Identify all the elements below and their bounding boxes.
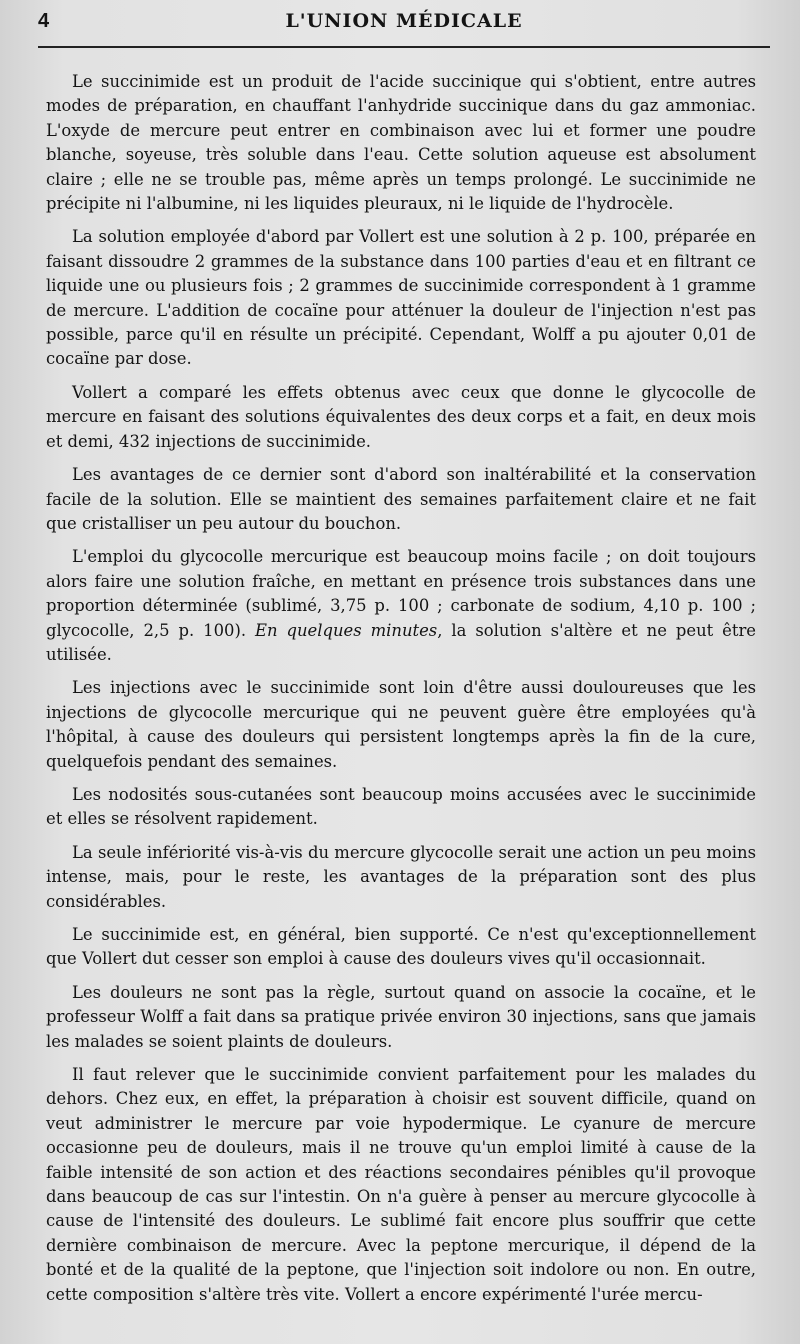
paragraph-1: Le succinimide est un produit de l'acide succinique qui s'obtient, entre autres modes de préparation, en chauffant l'anhydride succinique dans du gaz ammoniac. L'oxyde de mercure peut entrer en combinaison avec lui et former une poudre blanche, soyeuse, très soluble dans l'eau. Cette solution aqueuse est absolument claire ; elle ne se trouble pas, même après un temps prolongé. Le succinimide ne précipite ni l'albumine, ni les liquides pleuraux, ni le liquide de l'hydrocèle. (46, 72, 756, 214)
paragraph-5-end: , la solution s'altère et ne peut être utilisée. (46, 620, 756, 664)
article-body (46, 70, 756, 1307)
page-header (38, 10, 770, 48)
paragraph-9: Le succinimide est, en général, bien supporté. Ce n'est qu'exceptionnellement que Vollert dut cesser son emploi à cause des douleurs vives qu'il occasionnait. (46, 925, 756, 969)
paragraph-3: Vollert a comparé les effets obtenus avec ceux que donne le glycocolle de mercure en faisant des solutions équivalentes des deux corps et a fait, en deux mois et demi, 432 injections de succinimide. (46, 382, 756, 451)
running-title: L'UNION MÉDICALE (285, 10, 523, 32)
paragraph-7: Les nodosités sous-cutanées sont beaucoup moins accusées avec le succinimide et elles se résolvent rapidement. (46, 784, 756, 829)
paragraph-5 (46, 545, 756, 667)
paragraph-5-italic: En quelques minutes (255, 620, 438, 640)
paragraph-8: La seule infériorité vis-à-vis du mercure glycocolle serait une action un peu moins intense, mais, pour le reste, les avantages de la préparation sont des plus considérables. (46, 842, 756, 911)
page-number: 4 (38, 10, 50, 32)
paragraph-5-start: L'emploi du glycocolle mercurique est beaucoup moins facile ; on doit toujours alors faire une solution fraîche, en mettant en présence trois substances dans une proportion déterminée (sublimé, 3,75 p. 100 ; carbonate de sodium, 4,10 p. 100 ; glycocolle, 2,5 p. 100). (46, 547, 756, 640)
paragraph-2: La solution employée d'abord par Vollert est une solution à 2 p. 100, préparée en faisant dissoudre 2 grammes de la substance dans 100 parties d'eau et en filtrant ce liquide une ou plusieurs fois ; 2 grammes de succinimide correspondent à 1 gramme de mercure. L'addition de cocaïne pour atténuer la douleur de l'injection n'est pas possible, parce qu'il en résulte un précipité. Cependant, Wolff a pu ajouter 0,01 de cocaïne par dose. (46, 227, 756, 369)
paragraph-6: Les injections avec le succinimide sont loin d'être aussi douloureuses que les injections de glycocolle mercurique qui ne peuvent guère être employées qu'à l'hôpital, à cause des douleurs qui persistent longtemps après la fin de la cure, quelquefois pendant des semaines. (46, 678, 756, 771)
paragraph-10: Les douleurs ne sont pas la règle, surtout quand on associe la cocaïne, et le professeur Wolff a fait dans sa pratique privée environ 30 injections, sans que jamais les malades se soient plaints de douleurs. (46, 982, 756, 1051)
paragraph-4: Les avantages de ce dernier sont d'abord son inaltérabilité et la conservation facile de la solution. Elle se maintient des semaines parfaitement claire et ne fait que cristalliser un peu autour du bouchon. (46, 465, 756, 533)
paragraph-11: Il faut relever que le succinimide convient parfaitement pour les malades du dehors. Chez eux, en effet, la préparation à choisir est souvent difficile, quand on veut administrer le mercure par voie hypodermique. Le cyanure de mercure occasionne peu de douleurs, mais il ne trouve qu'un emploi limité à cause de la faible intensité de son action et des réactions secondaires pénibles qu'il provoque dans beaucoup de cas sur l'intestin. On n'a guère à penser au mercure glycocolle à cause de l'intensité des douleurs. Le sublimé fait encore plus souffrir que cette dernière combinaison de mercure. Avec la peptone mercurique, il dépend de la bonté et de la qualité de la peptone, que l'injection soit indolore ou non. En outre, cette composition s'altère très vite. Vollert a encore expérimenté l'urée mercu- (46, 1065, 756, 1304)
